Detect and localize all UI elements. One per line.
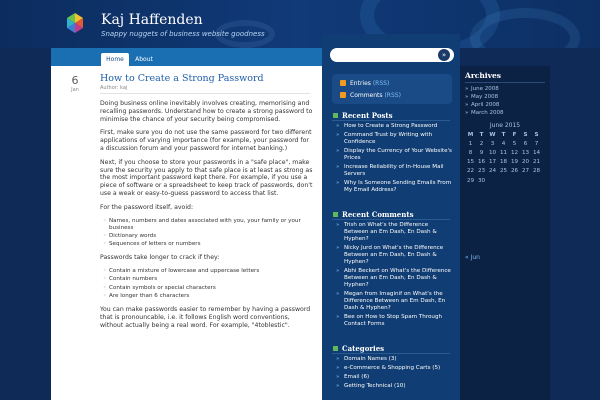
recent-comment-link[interactable]: » Abhi Beckert on What's the Difference Between an Em Dash, En Dash & Hyphen? [336,268,452,289]
calendar-day: 25 [499,168,508,175]
calendar-day: 13 [521,149,530,156]
recent-posts-list [336,123,452,196]
post-paragraph: Doing business online inevitably involves creating, memorising and recalling passwords. Understand how to create a strong password to minimise the chance of your security being compromised. [100,100,313,123]
categories-list [336,356,452,392]
widget-bullet-icon [333,346,338,351]
calendar-header: S [523,131,528,138]
tab-about[interactable]: About [135,56,153,63]
calendar-header: T [501,131,506,138]
calendar-day: 8 [468,149,473,156]
list-item: ◦ Names, numbers and dates associated with you, your family or your business [103,218,314,232]
recent-comment-link[interactable]: » Megan from Imaginif on What's the Difference Between an Em Dash, En Dash & Hyphen? [336,291,452,312]
avoid-list [103,218,314,249]
calendar-day: 30 [477,177,486,184]
rss-icon [340,92,346,98]
post-author: Author: kaj [100,85,128,91]
list-item: ◦ Dictionary words [103,233,314,240]
calendar-day [498,176,509,185]
list-item: ◦ Are longer than 6 characters [103,293,314,300]
post-body [100,100,314,335]
calendar-day: 17 [488,159,497,166]
category-link[interactable]: » e-Commerce & Shopping Carts (5) [336,365,452,372]
calendar-header: T [479,131,484,138]
archive-list [465,85,504,117]
list-item: ◦ Contain a mixture of lowercase and uppercase letters [103,268,314,275]
category-link[interactable]: » Domain Names (3) [336,356,452,363]
recent-post-link[interactable]: » Command Trust by Writing with Confidence [336,132,452,146]
post-paragraph: First, make sure you do not use the same password for two different applications of varying importance (for example, your password for a discussion forum and your password for internet banking.) [100,129,312,152]
calendar-day: 11 [499,149,508,156]
crack-list [103,268,314,300]
nav-bar [51,48,322,66]
site-tagline: Snappy nuggets of business website goodness [101,30,265,38]
widget-bullet-icon [333,212,338,217]
search-button[interactable]: » [438,49,450,61]
archives-title: Archives [465,71,501,80]
sidebar-archives [460,66,550,400]
post-title[interactable]: How to Create a Strong Password [100,73,264,84]
recent-post-link[interactable]: » Increase Reliability of In-House Mail Servers [336,164,452,178]
categories-title-text: Categories [342,344,385,353]
rss-icon [340,80,346,86]
list-item: ◦ Sequences of letters or numbers [103,241,314,248]
recent-comment-link[interactable]: » Bee on How to Stop Spam Through Contact Forms [336,314,452,328]
calendar-day: 19 [510,159,519,166]
recent-posts-title-text: Recent Posts [342,111,393,120]
post-date-day: 6 [71,74,79,87]
post-paragraph: You can make passwords easier to remember by having a password that is pronouncable, i.e. it follows English word conventions, without actually being a real word. For example, "4toblestic". [100,305,311,329]
calendar-day [531,176,542,185]
calendar-day: 26 [510,168,519,175]
post-date-month: Jan [71,87,79,93]
sidebar-main [322,34,460,400]
entries-label: Entries [350,80,371,87]
calendar-day: 28 [532,168,541,175]
post-paragraph: Next, if you choose to store your passwords in a "safe place", make sure the security you apply to that safe place is at least as strong as the most important password kept there. For example, if you use a piece of software or a spreadsheet to keep track of passwords, don't use a weak or easy-to-guess password to access that list. [100,158,313,197]
calendar-day [520,176,531,185]
calendar-day: 27 [521,168,530,175]
calendar-day: 18 [499,159,508,166]
archive-link[interactable]: » June 2008 [465,85,504,93]
rss-tag: (RSS) [372,80,390,87]
widget-divider [332,353,450,354]
search-input[interactable] [330,48,454,62]
post-paragraph: Passwords take longer to crack if they: [100,254,220,262]
recent-post-link[interactable]: » Why Is Someone Sending Emails From My Email Address? [336,180,452,194]
archive-link[interactable]: » March 2008 [465,109,504,117]
calendar-day: 20 [521,159,530,166]
site-header [0,0,600,48]
recent-comments-list [336,222,452,330]
calendar-day [487,176,498,185]
calendar-day: 23 [477,168,486,175]
calendar [465,130,542,185]
post-paragraph: For the password itself, avoid: [100,203,194,211]
recent-posts-title [333,111,393,120]
recent-post-link[interactable]: » How to Create a Strong Password [336,123,452,130]
main-content [51,66,322,400]
page-margin [550,48,600,400]
site-logo-icon[interactable] [64,12,86,34]
widget-divider [332,120,450,121]
categories-title [333,344,384,353]
recent-comment-link[interactable]: » Nicky Jurd on What's the Difference Between an Em Dash, En Dash & Hyphen? [336,245,452,266]
calendar-day: 10 [488,149,497,156]
calendar-prev-link[interactable]: « Jun [465,254,480,261]
widget-divider [332,219,450,220]
calendar-day: 3 [490,140,495,147]
calendar-day: 16 [477,159,486,166]
comments-feed-link[interactable] [340,92,401,99]
calendar-day: 6 [523,140,528,147]
calendar-header: F [512,131,517,138]
recent-comments-title [333,210,414,219]
post-date [61,74,89,93]
list-item: ◦ Contain numbers [103,276,314,283]
recent-post-link[interactable]: » Display the Currency of Your Website's Prices [336,148,452,162]
calendar-header: W [489,131,496,138]
calendar-day: 9 [479,149,484,156]
feed-box [332,74,452,104]
calendar-day: 14 [532,149,541,156]
archive-link[interactable]: » April 2008 [465,101,504,109]
calendar-day: 5 [512,140,517,147]
site-title[interactable]: Kaj Haffenden [101,12,203,28]
calendar-day: 24 [488,168,497,175]
tab-home[interactable]: Home [101,53,129,66]
archive-link[interactable]: » May 2008 [465,93,504,101]
recent-comment-link[interactable]: » Trish on What's the Difference Between an Em Dash, En Dash & Hyphen? [336,222,452,243]
calendar-day: 4 [501,140,506,147]
calendar-day: 1 [468,140,473,147]
calendar-header: M [467,131,474,138]
calendar-caption: June 2015 [489,122,521,129]
list-item: ◦ Contain symbols or special characters [103,285,314,292]
category-link[interactable]: » Email (6) [336,374,452,381]
calendar-header: S [534,131,539,138]
widget-divider [465,82,545,83]
calendar-day: 2 [479,140,484,147]
widget-bullet-icon [333,113,338,118]
calendar-day: 29 [466,177,475,184]
calendar-day: 22 [466,168,475,175]
post-divider [100,93,310,94]
calendar-day: 12 [510,149,519,156]
calendar-day: 21 [532,159,541,166]
recent-comments-title-text: Recent Comments [342,210,414,219]
comments-label: Comments [350,92,383,99]
calendar-day: 7 [534,140,539,147]
rss-tag: (RSS) [384,92,401,99]
calendar-day [509,176,520,185]
calendar-day: 15 [466,159,475,166]
category-link[interactable]: » Getting Technical (10) [336,383,452,390]
entries-feed-link[interactable] [340,80,389,87]
